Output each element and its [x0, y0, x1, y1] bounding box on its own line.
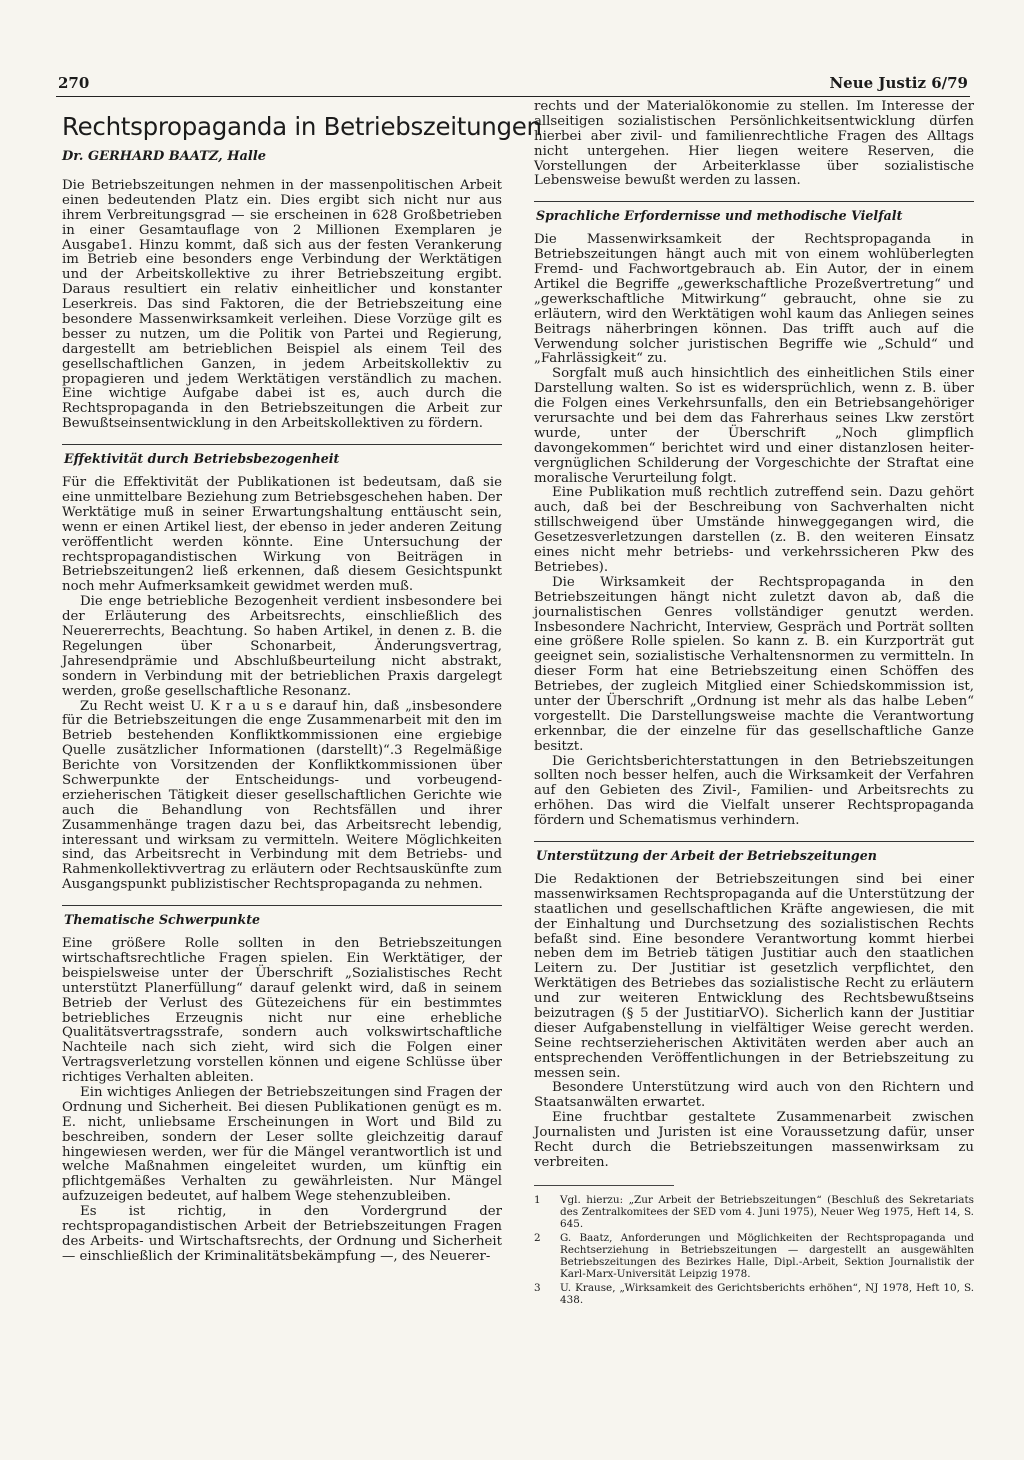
body-paragraph: Die Massenwirksamkeit der Rechtspropaganda in Betriebszeitungen hängt auch mit von einem wohlüberlegten Fremd- und Fachwortgebrauch ab. Ein Autor, der in einem Artikel die Begriffe „gewerkschaftliche Prozeßvertretung“ und „gewerkschaftliche Mitwirkung“ gebraucht, ohne sie zu erläutern, wird den Werktätigen wohl kaum das Anliegen seines Beitrags näherbringen können. Das trifft auch auf die Verwendung solcher juristischen Begriffe wie „Schuld“ und „Fahrlässigkeit“ zu.	[534, 232, 974, 367]
continued-paragraph: rechts und der Materialökonomie zu stellen. Im Interesse der allseitigen sozialistischen Persönlichkeitsentwicklung dürfen hierbei aber zivil- und familienrechtliche Fragen des Alltags nicht untergehen. Hier liegen weitere Reserven, die Vorstellungen der Arbeiterklasse über sozialistische Lebensweise bewußt werden zu lassen.	[534, 99, 974, 189]
body-paragraph: Ein wichtiges Anliegen der Betriebszeitungen sind Fragen der Ordnung und Sicherheit. Bei diesen Publikationen genügt es m. E. nicht, unliebsame Erscheinungen in Wort und Bild zu beschreiben, sondern der Leser sollte gleichzeitig darauf hingewiesen werden, wer für die Mängel verantwortlich ist und welche Maßnahmen eingeleitet wurden, um künftig ein pflichtgemäßes Verhalten zu gewährleisten. Nur Mängel aufzuzeigen bedeutet, auf halbem Wege stehenzubleiben.	[62, 1084, 502, 1205]
body-paragraph: Die Wirksamkeit der Rechtspropaganda in den Betriebszeitungen hängt nicht zuletzt davon ab, daß die journalistischen Genres vollständiger genutzt werden. Insbesondere Nachricht, Interview, Gespräch und Porträt sollten eine größere Rolle spielen. So kann z. B. ein Kurzporträt gut geeignet sein, sozialistische Verhaltensnormen zu vermitteln. In dieser Form hat eine Betriebszeitung einen Schöffen des Betriebes, der zugleich Mitglied einer Schiedskommission ist, unter der Überschrift „Ordnung ist mehr als das halbe Leben“ vorgestellt. Die Darstellungsweise machte die Verantwortung erkennbar, die der einzelne für das gesellschaftliche Ganze besitzt.	[534, 574, 974, 754]
footnote-number: 2	[534, 1231, 541, 1244]
footnote-text: Vgl. hierzu: „Zur Arbeit der Betriebszeitungen“ (Beschluß des Sekretariats des Zentralkomitees der SED vom 4. Juni 1975), Neuer Weg 1975, Heft 14, S. 645.	[560, 1193, 974, 1230]
left-column	[62, 100, 542, 1265]
footnote-number: 3	[534, 1282, 541, 1295]
section-rule	[62, 905, 502, 906]
page-number: 270	[58, 74, 90, 92]
body-paragraph: Für die Effektivität der Publikationen ist bedeutsam, daß sie eine unmittelbare Beziehung zum Betriebsgeschehen haben. Der Werktätige muß in seiner Erwartungshaltung enttäuscht sein, wenn er einen Artikel liest, der ebenso in jeder anderen Zeitung veröffentlicht werden könnte. Eine Untersuchung der rechtspropagandistischen Wirkung von Beiträgen in Betriebszeitungen2 ließ erkennen, daß diesem Gesichtspunkt noch mehr Aufmerksamkeit gewidmet werden muß.	[62, 475, 502, 595]
footnotes	[534, 1194, 974, 1307]
footnote-text: U. Krause, „Wirksamkeit des Gerichtsberichts erhöhen“, NJ 1978, Heft 10, S. 438.	[560, 1282, 974, 1307]
footnote	[534, 1282, 974, 1306]
body-paragraph: Die enge betriebliche Bezogenheit verdient insbesondere bei der Erläuterung des Arbeitsrechts, einschließlich des Neuererrechts, Beachtung. So haben Artikel, in denen z. B. die Regelungen über Schonarbeit, Änderungsvertrag, Jahresendprämie und Abschlußbeurteilung nicht abstrakt, sondern in Verbindung mit der betrieblichen Praxis dargelegt werden, große gesellschaftliche Resonanz.	[62, 594, 502, 699]
section-rule	[534, 201, 974, 202]
footnote-number: 1	[534, 1193, 541, 1206]
body-paragraph: Eine größere Rolle sollten in den Betriebszeitungen wirtschaftsrechtliche Fragen spielen. Ein Werktätiger, der beispielsweise unter der Überschrift „Sozialistisches Recht unterstützt Planerfüllung“ darauf gelenkt wird, daß in seinem Betrieb der Verlust des Gütezeichens für ein bestimmtes betriebliches Erzeugnis nicht nur eine erhebliche Qualitätsvertragsstrafe, sondern auch volkswirtschaftliche Nachteile nach sich zieht, wird sich die Folgen einer Vertragsverletzung vorstellen können und eigene Schlüsse über richtiges Verhalten ableiten.	[62, 936, 502, 1086]
body-paragraph: Die Gerichtsberichterstattungen in den Betriebszeitungen sollten noch besser helfen, auch die Wirksamkeit der Verfahren auf den Gebieten des Zivil-, Familien- und Arbeitsrechts zu erhöhen. Das wird die Vielfalt unserer Rechtspropaganda fördern und Schematismus verhindern.	[534, 753, 974, 829]
body-paragraph: Es ist richtig, in den Vordergrund der rechtspropagandistischen Arbeit der Betriebszeitungen Fragen des Arbeits- und Wirtschaftsrechts, der Ordnung und Sicherheit — einschließlich der Kriminalitätsbekämpfung —, des Neuerer-	[62, 1204, 502, 1264]
body-paragraph: Zu Recht weist U. K r a u s e darauf hin, daß „insbesondere für die Betriebszeitungen die enge Zusammenarbeit mit den im Betrieb bestehenden Konfliktkommissionen eine ergiebige Quelle zusätzlicher Informationen (darstellt)“.3 Regelmäßige Berichte von Vorsitzenden der Konfliktkommissionen über Schwerpunkte der Entscheidungs- und vorbeugend-erzieherischen Tätigkeit dieser gesellschaftlichen Gerichte wie auch die Behandlung von Rechtsfällen und ihrer Zusammenhänge tragen dazu bei, das Arbeitsrecht lebendig, interessant und wirksam zu vermitteln. Weitere Möglichkeiten sind, das Arbeitsrecht in Verbindung mit dem Betriebs- und Rahmenkollektivvertrag zu erläutern oder Rechtsauskünfte zum Ausgangspunkt publizistischer Rechtspropaganda zu nehmen.	[62, 698, 502, 893]
intro-paragraph: Die Betriebszeitungen nehmen in der massenpolitischen Arbeit einen bedeutenden Platz ein. Dies ergibt sich nicht nur aus ihrem Verbreitungsgrad — sie erscheinen in 628 Großbetrieben in einer Gesamtauflage von 2 Millionen Exemplaren je Ausgabe1. Hinzu kommt, daß sich aus der festen Verankerung im Betrieb eine besonders enge Verbindung der Werktätigen und der Arbeitskollektive zu ihrer Betriebszeitung ergibt. Daraus resultiert ein relativ einheitlicher und konstanter Leserkreis. Das sind Faktoren, die der Betriebszeitung eine besondere Massenwirksamkeit verleihen. Diese Vorzüge gilt es besser zu nutzen, um die Politik von Partei und Regierung, dargestellt am betrieblichen Beispiel als einem Teil des gesellschaftlichen Ganzen, in jedem Arbeitskollektiv zu propagieren und jedem Werktätigen verständlich zu machen. Eine wichtige Aufgabe dabei ist es, auch durch die Rechtspropaganda in den Betriebszeitungen die Arbeit zur Bewußtseinsentwicklung in den Arbeitskollektiven zu fördern.	[62, 178, 502, 432]
footnote-text: G. Baatz, Anforderungen und Möglichkeiten der Rechtspropaganda und Rechtserziehung in Betriebszeitungen — dargestellt an ausgewählten Betriebszeitungen des Bezirkes Halle, Dipl.-Arbeit, Sektion Journalistik der Karl-Marx-Universität Leipzig 1978.	[560, 1231, 974, 1281]
footnote	[534, 1194, 974, 1230]
section-heading-effektivitaet: Effektivität durch Betriebsbezogenheit	[64, 451, 340, 467]
right-column	[534, 100, 974, 1308]
body-paragraph: Eine Publikation muß rechtlich zutreffend sein. Dazu gehört auch, daß bei der Beschreibung von Sachverhalten nicht stillschweigend über Umstände hinweggegangen wird, die Gesetzesverletzungen darstellen (z. B. den weiteren Einsatz eines nicht mehr betriebs- und verkehrssicheren Pkw des Betriebes).	[534, 485, 974, 575]
section-heading-thematische: Thematische Schwerpunkte	[64, 912, 261, 928]
header-rule	[56, 96, 970, 97]
section-heading-sprachliche: Sprachliche Erfordernisse und methodische Vielfalt	[536, 208, 903, 224]
article-title: Rechtspropaganda in Betriebszeitungen	[62, 112, 542, 141]
footnote	[534, 1232, 974, 1280]
section-rule	[534, 841, 974, 842]
section-rule	[62, 444, 502, 445]
body-paragraph: Besondere Unterstützung wird auch von den Richtern und Staatsanwälten erwartet.	[534, 1080, 974, 1111]
body-paragraph: Eine fruchtbar gestaltete Zusammenarbeit zwischen Journalisten und Juristen ist eine Voraussetzung dafür, unser Recht durch die Betriebszeitungen massenwirksam zu verbreiten.	[534, 1110, 974, 1170]
body-paragraph: Sorgfalt muß auch hinsichtlich des einheitlichen Stils einer Darstellung walten. So ist es widersprüchlich, wenn z. B. über die Folgen eines Verkehrsunfalls, den ein Betriebsangehöriger verursachte und bei dem das Fahrerhaus seines Lkw zerstört wurde, unter der Überschrift „Noch glimpflich davongekommen“ berichtet wird und einer distanzlosen heiter-vergnüglichen Schilderung der Vorgeschichte der Straftat eine moralische Verurteilung folgt.	[534, 366, 974, 486]
article-author: Dr. GERHARD BAATZ, Halle	[62, 149, 267, 164]
journal-issue: Neue Justiz 6/79	[829, 74, 968, 92]
footnote-separator	[534, 1185, 674, 1186]
body-paragraph: Die Redaktionen der Betriebszeitungen sind bei einer massenwirksamen Rechtspropaganda auf die Unterstützung der staatlichen und gesellschaftlichen Kräfte angewiesen, die mit der Einhaltung und Durchsetzung des sozialistischen Rechts befaßt sind. Eine besondere Verantwortung kommt hierbei neben dem im Betrieb tätigen Justitiar auch den staatlichen Leitern zu. Der Justitiar ist gesetzlich verpflichtet, den Werktätigen des Betriebes das sozialistische Recht zu erläutern und zur weiteren Entwicklung des Rechtsbewußtseins beizutragen (§ 5 der JustitiarVO). Sicherlich kann der Justitiar dieser Aufgabenstellung in vielfältiger Weise gerecht werden. Seine rechtserzieherischen Aktivitäten werden aber auch an entsprechenden Veröffentlichungen in der Betriebszeitung zu messen sein.	[534, 871, 974, 1081]
section-heading-unterstuetzung: Unterstützung der Arbeit der Betriebszeitungen	[536, 847, 877, 863]
